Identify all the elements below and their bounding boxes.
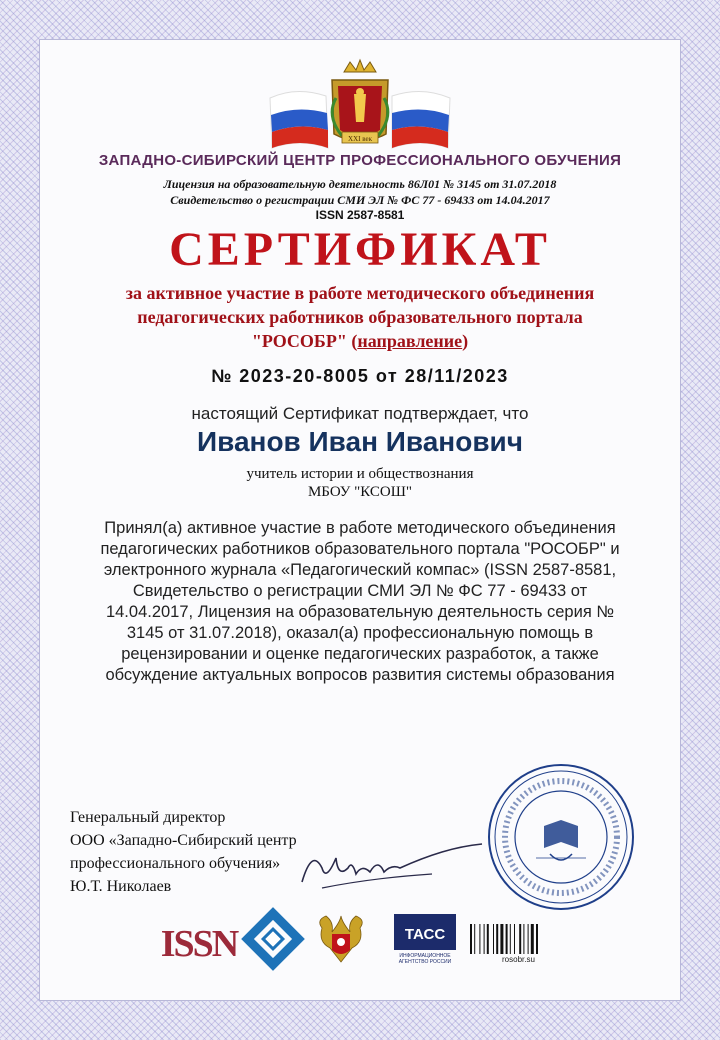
org-name: ЗАПАДНО-СИБИРСКИЙ ЦЕНТР ПРОФЕССИОНАЛЬНОГО ОБУЧЕНИЯ: [98, 152, 622, 169]
roskomnadzor-logo-icon: [242, 908, 304, 970]
license-line: Лицензия на образовательную деятельность 86Л01 № 3145 от 31.07.2018: [163, 177, 557, 191]
certificate-body: [60, 518, 660, 686]
issn-line: ISSN 2587-8581: [315, 208, 405, 222]
subtitle-line-1: за активное участие в работе методического объединения: [125, 283, 595, 303]
signatory-name: Ю.Т. Николаев: [70, 878, 172, 895]
confirm-text: настоящий Сертификат подтверждает, что: [191, 404, 529, 423]
flag-right-icon: [392, 91, 450, 148]
svg-text:ISSN: ISSN: [160, 923, 238, 965]
signatory-org-2: профессионального обучения»: [70, 855, 281, 872]
signatory-org-1: ООО «Западно-Сибирский центр: [70, 832, 297, 849]
subtitle-portal: "РОСОБР" (: [251, 331, 358, 351]
subtitle-close: ): [462, 331, 469, 351]
registration-line: Свидетельство о регистрации СМИ ЭЛ № ФС 77 - 69433 от 14.04.2017: [170, 193, 550, 207]
body-line: рецензировании и оценке педагогических разработок, а также: [121, 645, 599, 663]
body-line: педагогических работников образовательного портала "РОСОБР" и: [100, 540, 620, 558]
certificate-title: СЕРТИФИКАТ: [169, 223, 551, 276]
seal-stamp-icon: [486, 762, 636, 912]
signatory-block: [70, 806, 297, 898]
body-line: 3145 от 31.07.2018), оказал(а) профессиональную помощь в: [126, 624, 594, 642]
flag-left-icon: [270, 91, 328, 148]
tass-logo-icon: [394, 914, 456, 964]
issn-logo-icon: [160, 918, 238, 965]
subtitle-line-3: [0, 329, 720, 353]
svg-text:ИНФОРМАЦИОННОЕ: ИНФОРМАЦИОННОЕ: [399, 953, 451, 959]
body-line: обсуждение актуальных вопросов развития системы образования: [105, 666, 615, 684]
subtitle-line-2: педагогических работников образовательного портала: [137, 307, 583, 327]
handwritten-signature-icon: [292, 838, 492, 898]
body-line: 14.04.2017, Лицензия на образовательную деятельность серия №: [105, 603, 615, 621]
emblem-logo: [266, 58, 454, 150]
barcode-caption: rosobr.su: [502, 955, 535, 964]
direction-link[interactable]: направление: [357, 331, 463, 351]
signatory-title: Генеральный директор: [70, 809, 226, 826]
recipient-name: Иванов Иван Иванович: [196, 426, 524, 457]
recipient-school: МБОУ "КСОШ": [307, 484, 413, 500]
recipient-position: учитель истории и обществознания: [246, 466, 474, 482]
svg-text:АГЕНТСТВО РОССИИ: АГЕНТСТВО РОССИИ: [398, 959, 452, 965]
body-line: электронного журнала «Педагогический компас» (ISSN 2587-8581,: [103, 561, 617, 579]
svg-text:ТАСС: ТАСС: [404, 926, 446, 943]
body-line: Принял(а) активное участие в работе методического объединения: [104, 519, 616, 537]
coat-of-arms-icon: [312, 912, 370, 972]
body-line: Свидетельство о регистрации СМИ ЭЛ № ФС 77 - 69433 от: [132, 582, 588, 600]
certificate-number: № 2023-20-8005 от 28/11/2023: [211, 366, 509, 386]
barcode-icon: [470, 924, 556, 954]
svg-text:XXI век: XXI век: [348, 135, 372, 143]
